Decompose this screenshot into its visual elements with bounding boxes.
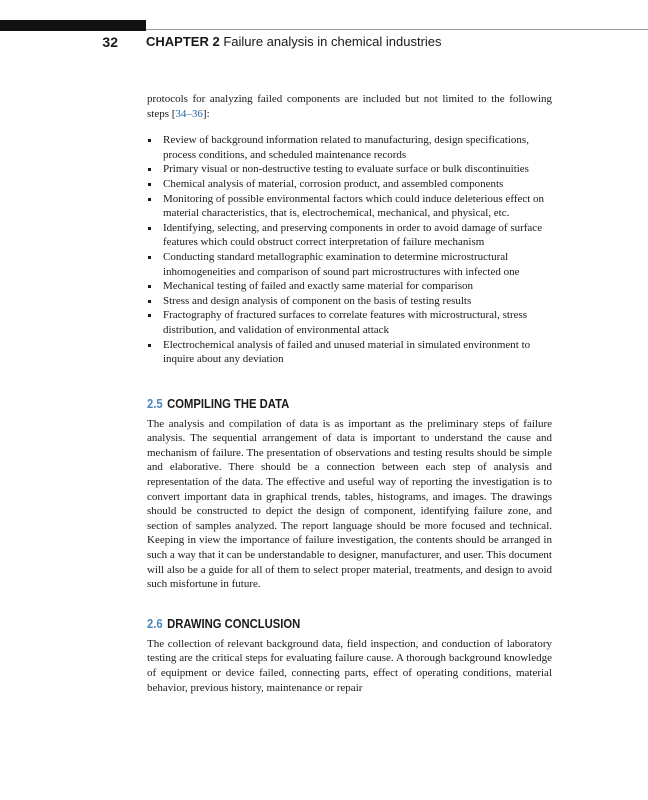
list-item: Stress and design analysis of component on the basis of testing results [147,294,552,309]
list-item: Identifying, selecting, and preserving components in order to avoid damage of surface features which could obstruct correct interpretation of failure mechanism [147,221,552,250]
section-title: DRAWING CONCLUSION [167,616,301,631]
page-number: 32 [102,34,118,50]
list-item: Conducting standard metallographic examination to determine microstructural inhomogeneities and comparison of sound part microstructures with infected one [147,250,552,279]
list-item: Fractography of fractured surfaces to correlate features with microstructural, stress distribution, and validation of environmental attack [147,308,552,337]
header-rule [146,29,648,30]
list-item: Mechanical testing of failed and exactly same material for comparison [147,279,552,294]
list-item: Primary visual or non-destructive testing to evaluate surface or bulk discontinuities [147,162,552,177]
list-item: Electrochemical analysis of failed and unused material in simulated environment to inquire about any deviation [147,338,552,367]
section-title: COMPILING THE DATA [167,396,290,411]
section-number: 2.6 [147,616,163,631]
page-header-bar [0,20,146,31]
intro-paragraph [147,92,552,121]
chapter-title: Failure analysis in chemical industries [223,34,442,49]
failure-analysis-steps-list [147,133,552,367]
section-heading-2-5 [147,396,512,412]
section-number: 2.5 [147,396,163,411]
list-item: Monitoring of possible environmental factors which could induce deleterious effect on material characteristics, that is, electrochemical, mechanical, and physical, etc. [147,192,552,221]
page-body [147,92,552,695]
list-item: Review of background information related to manufacturing, design specifications, process conditions, and scheduled maintenance records [147,133,552,162]
intro-text: protocols for analyzing failed components are included but not limited to the following steps [ [147,93,552,120]
section-heading-2-6 [147,616,512,632]
section-2-5-body: The analysis and compilation of data is as important as the preliminary steps of failure analysis. The sequential arrangement of data is important to understand the cause and mechanism of failure. The presentation of observations and testing results should be simple and elaborative. There should be a connection between each step of analysis and representation of the data. The effective and useful way of reporting the investigation is to convert important data in graphical trends, tables, histograms, and images. The drawings should be constructed to depict the design of component, identifying failure zone, and section of samples analyzed. The report language should be more focused and technical. Keeping in view the importance of failure investigation, the contents should be arranged in such a way that it can be understandable to designer, manufacturer, and user. This document will also be a guide for all of them to select proper material, treatments, and design to avoid such misfortune in future. [147,417,552,591]
section-2-6-body: The collection of relevant background data, field inspection, and conduction of laboratory testing are the critical steps for evaluating failure cause. A thorough background knowledge of equipment or device failed, connecting parts, effect of operating conditions, material behavior, previous history, maintenance or repair [147,637,552,694]
running-head [146,34,442,49]
chapter-label: CHAPTER 2 [146,34,220,49]
list-item: Chemical analysis of material, corrosion product, and assembled components [147,177,552,192]
citation-link[interactable]: 34–36 [175,107,203,120]
intro-text-end: ]: [202,107,210,120]
running-header [0,34,648,56]
